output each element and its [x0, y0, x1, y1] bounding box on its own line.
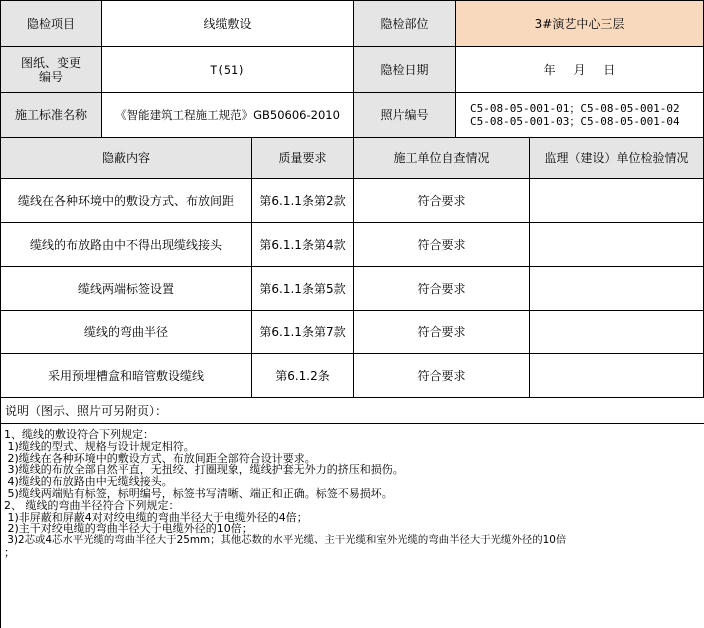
location-value: 3#演艺中心三层	[456, 1, 704, 47]
row-self-check: 符合要求	[354, 223, 530, 267]
notes-title: 说明（图示、照片可另附页）：	[1, 398, 704, 424]
date-label: 隐检日期	[354, 47, 456, 93]
row-requirement: 第6.1.1条第7款	[252, 311, 354, 354]
row-self-check: 符合要求	[354, 354, 530, 398]
photo-line-1: C5-08-05-001-01；C5-08-05-001-02	[470, 102, 680, 115]
notes-line: 5)缆线两端贴有标签，标明编号，标签书写清晰、端正和正确。标签不易损坏。	[4, 486, 393, 500]
row-requirement: 第6.1.1条第5款	[252, 267, 354, 311]
notes-line: 1)缆线的型式、规格与设计规定相符。	[4, 439, 195, 453]
standard-value: 《智能建筑工程施工规范》GB50606-2010	[102, 93, 354, 138]
notes-body	[1, 424, 704, 628]
item-label: 隐检项目	[1, 1, 102, 47]
row-self-check: 符合要求	[354, 311, 530, 354]
header-requirement: 质量要求	[252, 138, 354, 179]
row-content: 缆线的弯曲半径	[1, 311, 252, 354]
photo-line-2: C5-08-05-001-03；C5-08-05-001-04	[470, 115, 680, 128]
photo-value	[456, 93, 704, 138]
row-supervisor	[530, 267, 704, 311]
row-content: 缆线在各种环境中的敷设方式、布放间距	[1, 179, 252, 223]
row-content: 缆线的布放路由中不得出现缆线接头	[1, 223, 252, 267]
row-supervisor	[530, 179, 704, 223]
notes-line: 1、缆线的敷设符合下列规定：	[4, 428, 154, 441]
row-content: 缆线两端标签设置	[1, 267, 252, 311]
notes-line: 2)缆线在各种环境中的敷设方式、布放间距全部符合设计要求。	[4, 451, 316, 465]
header-content: 隐蔽内容	[1, 138, 252, 179]
row-supervisor	[530, 223, 704, 267]
row-self-check: 符合要求	[354, 179, 530, 223]
notes-line: 3)缆线的布放全部自然平直，无扭绞、打圈现象，缆线护套无外力的挤压和损伤。	[4, 463, 404, 477]
standard-label: 施工标准名称	[1, 93, 102, 138]
drawing-label-line1: 图纸、变更	[20, 55, 81, 70]
notes-line: ；	[4, 545, 15, 559]
row-requirement: 第6.1.2条	[252, 354, 354, 398]
notes-line: 2)主干对绞电缆的弯曲半径大于电缆外径的10倍；	[4, 522, 253, 536]
item-value: 线缆敷设	[102, 1, 354, 47]
location-label: 隐检部位	[354, 1, 456, 47]
header-self-check: 施工单位自查情况	[354, 138, 530, 179]
notes-line: 1)非屏蔽和屏蔽4对对绞电缆的弯曲半径大于电缆外径的4倍；	[4, 510, 308, 524]
row-supervisor	[530, 354, 704, 398]
notes-line: 2、 缆线的弯曲半径符合下列规定：	[4, 498, 180, 512]
notes-line: 3)2芯或4芯水平光缆的弯曲半径大于25mm；其他芯数的水平光缆、主干光缆和室外光缆的弯曲半径大于光缆外径的10倍	[4, 534, 567, 547]
drawing-label-line2: 编号	[38, 69, 63, 84]
row-supervisor	[530, 311, 704, 354]
row-self-check: 符合要求	[354, 267, 530, 311]
photo-label: 照片编号	[354, 93, 456, 138]
drawing-label	[1, 47, 102, 93]
drawing-value: T(51)	[102, 47, 354, 93]
row-content: 采用预埋槽盒和暗管敷设缆线	[1, 354, 252, 398]
notes-line: 4)缆线的布放路由中无缆线接头。	[4, 475, 173, 489]
row-requirement: 第6.1.1条第4款	[252, 223, 354, 267]
header-supervisor: 监理（建设）单位检验情况	[530, 138, 704, 179]
date-value: 年 月 日	[456, 47, 704, 93]
row-requirement: 第6.1.1条第2款	[252, 179, 354, 223]
